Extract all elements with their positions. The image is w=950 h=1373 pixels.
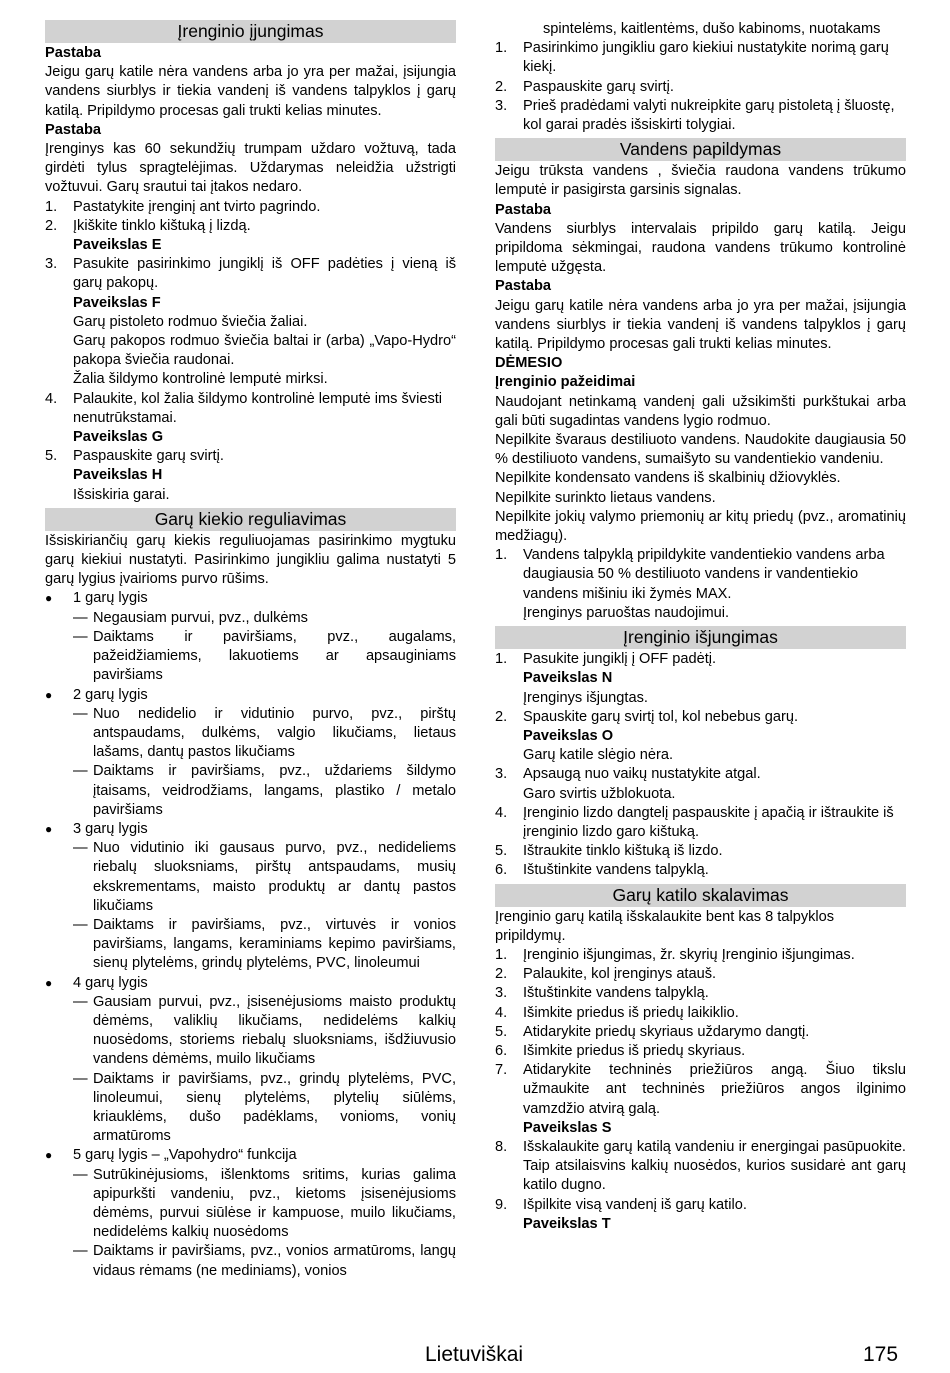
footer-language: Lietuviškai [425,1343,524,1366]
list-item [495,1023,906,1042]
list-item [495,1061,906,1119]
step-result: Garų katile slėgio nėra. [523,747,674,764]
step-text: Atidarykite techninės priežiūros angą. Šiuo tikslu užmaukite ant techninės priežiūros angos ilginimo vamzdžio atvirą galą. [523,1062,906,1117]
step-number: 7. [495,1062,508,1079]
list-item [495,1138,906,1196]
step-text: Įkiškite tinklo kištuką į lizdą. [73,217,251,234]
list-item-continuation [495,20,906,39]
step-result: Garo svirtis užblokuota. [523,785,676,802]
step-text: Pasukite jungiklį į OFF padėtį. [523,651,717,668]
list-item [495,1196,906,1215]
sub-item-text: Gausiam purvui, pvz., įsisenėjusioms maisto produktų dėmėms, valiklių likučiams, nedidelėms kalkių nuosėdoms, storiems riebalų sluoksniams, išdžiuvusio vandens dėmėms, muilo likučiams [93,993,456,1068]
sub-item-text: Sutrūkinėjusioms, išlenktoms sritims, kurias galima apipurkšti vandeniu, pvz., kietoms įsisenėjusioms dėmėms, purvui siūlėse ir kampuose, muilo likučiams, nedidelėms kalkių nuosėdoms [93,1166,456,1241]
note-label: Pastaba [45,121,101,138]
section-heading-device-stop: Įrenginio išjungimas [495,626,906,649]
list-item [495,804,906,842]
steam-level-label: 4 garų lygis [73,974,148,991]
step-text: Ištuštinkite vandens talpyklą. [523,985,709,1002]
step-text: Išimkite priedus iš priedų skyriaus. [523,1042,746,1059]
section-heading-boiler-rinse: Garų katilo skalavimas [495,884,906,907]
list-item [45,198,456,217]
dash-icon: — [73,916,88,933]
step-number: 2. [495,78,508,95]
list-item [45,390,456,428]
list-item [45,255,456,293]
warning-text: Nepilkite švaraus destiliuoto vandens. Naudokite daugiausia 50 % destiliuoto vandens, sumaišyto su vandentiekio vandeniu. [495,432,906,468]
step-number: 3. [495,97,508,114]
list-item [495,861,906,880]
step-number: 4. [495,804,508,821]
step-number: 2. [495,966,508,983]
sub-item-text: Daiktams ir paviršiams, pvz., virtuvės ir vonios paviršiams, langams, keraminiams kepimo paviršiams, sienų plytelėms, grindų plytelėms, PVC, linoleumui [93,916,456,972]
step-result: Įrenginys paruoštas naudojimui. [523,604,730,621]
list-item [45,217,456,236]
step-text: Išimkite priedus iš priedų laikiklio. [523,1004,739,1021]
step-number: 5. [495,1023,508,1040]
figure-reference: Paveikslas S [523,1119,612,1136]
dash-icon: — [73,609,88,626]
list-item [45,686,456,705]
step-number: 3. [45,256,58,273]
bullet-icon: ● [45,1148,53,1163]
list-item [45,839,456,916]
section-intro: Jeigu trūksta vandens , šviečia raudona vandens trūkumo lemputė ir pasigirsta garsinis signalas. [495,163,906,199]
list-item [45,974,456,993]
dash-icon: — [73,1070,88,1087]
list-item [45,993,456,1070]
steam-level-label: 2 garų lygis [73,686,148,703]
note-label: Pastaba [495,201,551,218]
list-item [45,589,456,608]
step-text: Išpilkite visą vandenį iš garų katilo. [523,1196,747,1213]
step-result: Išsiskiria garai. [73,486,170,503]
page-number: 175 [863,1343,899,1366]
list-item [45,1242,456,1280]
list-item [45,1146,456,1165]
note-text: Vandens siurblys intervalais pripildo garų katilą. Jeigu pripildoma sėkmingai, raudona vandens trūkumo kontrolinė lemputė užgęsta. [495,220,906,276]
warning-subtitle: Įrenginio pažeidimai [495,374,636,391]
warning-text: Nepilkite kondensato vandens iš skalbinių džiovyklės. [495,470,841,487]
step-result: Įrenginys išjungtas. [523,689,648,706]
dash-icon: — [73,1243,88,1260]
bullet-icon: ● [45,687,53,702]
step-number: 2. [495,708,508,725]
step-number: 3. [495,766,508,783]
step-text: Paspauskite garų svirtį. [73,448,224,465]
list-item [495,984,906,1003]
step-text: Spauskite garų svirtį tol, kol nebebus garų. [523,708,799,725]
warning-text: Nepilkite jokių valymo priemonių ar kitų priedų (pvz., aromatinių medžiagų). [495,508,906,545]
figure-reference: Paveikslas G [73,429,164,446]
list-item [45,762,456,820]
list-item [45,628,456,686]
step-text: Atidarykite priedų skyriaus uždarymo dangtį. [523,1023,810,1040]
figure-reference: Paveikslas T [523,1215,611,1232]
step-text: Išskalaukite garų katilą vandeniu ir energingai pasūpuokite. Taip atsilaisvins kalkių nuosėdos, kurios susidarė ant garų katilo dugno. [523,1138,906,1194]
list-item [495,97,906,135]
warning-text: Nepilkite surinkto lietaus vandens. [495,489,716,506]
step-number: 2. [45,217,58,234]
section-heading-steam-regulation: Garų kiekio reguliavimas [45,508,456,531]
figure-reference: Paveikslas F [73,294,161,311]
sub-item-text: Daiktams ir paviršiams, pvz., augalams, pažeidžiamiems, lakuotiems ar apsauginiams paviršiams [93,628,456,684]
section-heading-water-refill: Vandens papildymas [495,138,906,161]
step-text: Palaukite, kol žalia šildymo kontrolinė lemputė ims šviesti nenutrūkstamai. [73,390,443,426]
step-text: Ištuštinkite vandens talpyklą. [523,862,709,879]
list-item [495,1004,906,1023]
step-number: 5. [45,448,58,465]
step-result: Garų pistoleto rodmuo šviečia žaliai. [73,313,308,330]
step-result: Garų pakopos rodmuo šviečia baltai ir (arba) „Vapo-Hydro“ pakopa šviečia raudonai. [73,333,456,369]
list-item [495,650,906,669]
step-text: Pasirinkimo jungikliu garo kiekiui nustatykite norimą garų kiekį. [523,40,889,76]
bullet-icon: ● [45,975,53,990]
list-item [495,39,906,77]
note-text: Įrenginys kas 60 sekundžių trumpam uždaro vožtuvą, tada girdėti tylus spragtelėjimas. Uždarymas neleidžia užstrigti vožtuvui. Garų srautui tai įtakos nedaro. [45,141,456,196]
figure-reference: Paveikslas N [523,670,613,687]
step-number: 3. [495,985,508,1002]
step-number: 5. [495,843,508,860]
list-item [45,1166,456,1243]
sub-item-text: spintelėms, kaitlentėms, dušo kabinoms, nuotakams [543,21,881,37]
sub-item-text: Negausiam purvui, pvz., dulkėms [93,609,308,626]
step-number: 1. [495,946,508,963]
step-text: Ištraukite tinklo kištuką iš lizdo. [523,843,723,860]
left-column [45,20,456,1281]
dash-icon: — [73,705,88,722]
dash-icon: — [73,628,88,645]
list-item [495,946,906,965]
right-column [495,20,906,1234]
warning-label: DĖMESIO [495,355,563,372]
dash-icon: — [73,993,88,1010]
step-text: Pastatykite įrenginį ant tvirto pagrindo. [73,198,321,215]
list-item [495,1042,906,1061]
list-item [45,820,456,839]
step-number: 4. [495,1004,508,1021]
step-number: 8. [495,1138,508,1155]
list-item [45,609,456,628]
step-text: Apsaugą nuo vaikų nustatykite atgal. [523,766,761,783]
list-item [495,965,906,984]
note-label: Pastaba [495,278,551,295]
list-item [495,546,906,604]
step-text: Įrenginio išjungimas, žr. skyrių Įrenginio išjungimas. [523,946,855,963]
step-number: 4. [45,390,58,407]
section-intro: Įrenginio garų katilą išskalaukite bent kas 8 talpyklos pripildymų. [495,908,835,944]
bullet-icon: ● [45,591,53,606]
figure-reference: Paveikslas H [73,467,163,484]
step-number: 1. [495,651,508,668]
step-text: Įrenginio lizdo dangtelį paspauskite į apačią ir ištraukite iš įrenginio lizdo garo kištuką. [523,804,894,840]
step-number: 6. [495,1042,508,1059]
list-item [45,916,456,974]
note-text: Jeigu garų katile nėra vandens arba jo yra per mažai, įsijungia vandens siurblys ir tiekia vandenį iš vandens talpyklos į garų katilą. Pripildymo procesas gali trukti kelias minutes. [495,297,906,353]
note-label: Pastaba [45,45,101,61]
dash-icon: — [73,840,88,857]
step-number: 1. [45,198,58,215]
dash-icon: — [73,1166,88,1183]
section-intro: Išsiskiriančių garų kiekis reguliuojamas pasirinkimo mygtuku garų kiekiui nustatyti. Pasirinkimo jungikliu galima nustatyti 5 garų lygius įvairioms purvo rūšims. [45,532,456,588]
list-item [45,447,456,466]
sub-item-text: Daiktams ir paviršiams, pvz., uždariems šildymo įtaisams, veidrodžiams, langams, plastiko / metalo paviršiams [93,763,456,818]
step-text: Pasukite pasirinkimo jungiklį iš OFF padėties į vieną iš garų pakopų. [73,256,456,292]
warning-text: Naudojant netinkamą vandenį gali užsikimšti purkštukai arba gali būti sugadintas vandens lygio rodmuo. [495,393,906,429]
section-heading-device-start: Įrenginio įjungimas [45,20,456,43]
steam-level-label: 3 garų lygis [73,820,148,837]
step-text: Palaukite, kol įrenginys atauš. [523,966,717,983]
step-number: 6. [495,862,508,879]
sub-item-text: Daiktams ir paviršiams, pvz., vonios armatūroms, langų vidaus rėmams (ne mediniams), vonios [93,1243,456,1279]
list-item [45,1070,456,1147]
figure-reference: Paveikslas O [523,727,614,744]
sub-item-text: Daiktams ir paviršiams, pvz., grindų plytelėms, PVC, linoleumui, sienų plytelėms, plytelių siūlėms, kriauklėms, dušo padėklams, vonioms, vonių armatūroms [93,1070,456,1145]
step-text: Vandens talpyklą pripildykite vandentiekio vandens arba daugiausia 50 % destiliuoto vandens ir vandentiekio vandens mišiniu iki žymės MAX. [523,547,885,602]
dash-icon: — [73,763,88,780]
list-item [45,705,456,763]
list-item [495,78,906,97]
steam-level-label: 5 garų lygis – „Vapohydro“ funkcija [73,1147,297,1164]
step-text: Paspauskite garų svirtį. [523,78,674,95]
steam-level-label: 1 garų lygis [73,590,148,607]
step-number: 1. [495,547,508,564]
figure-reference: Paveikslas E [73,237,162,254]
note-text: Jeigu garų katile nėra vandens arba jo yra per mažai, įsijungia vandens siurblys ir tiekia vandenį iš vandens talpyklos į garų katilą. Pripildymo procesas gali trukti kelias minutes. [45,64,456,119]
step-number: 9. [495,1196,508,1213]
step-number: 1. [495,40,508,57]
sub-item-text: Nuo vidutinio iki gausaus purvo, pvz., nedideliems riebalų sluoksniams, pirštų antspaudams, musių ekskrementams, maisto produktų ar dantų pastos likučiams [93,840,456,914]
step-result: Žalia šildymo kontrolinė lemputė mirksi. [73,371,328,388]
step-text: Prieš pradėdami valyti nukreipkite garų pistoletą į šluostę, kol garai pradės išsiskirti tolygiai. [523,97,895,134]
bullet-icon: ● [45,821,53,836]
list-item [495,708,906,727]
list-item [495,842,906,861]
sub-item-text: Nuo nedidelio ir vidutinio purvo, pvz., pirštų antspaudams, dulkėms, valgio likučiams, lietaus lašams, dantų pastos likučiams [93,705,456,761]
list-item [495,765,906,784]
